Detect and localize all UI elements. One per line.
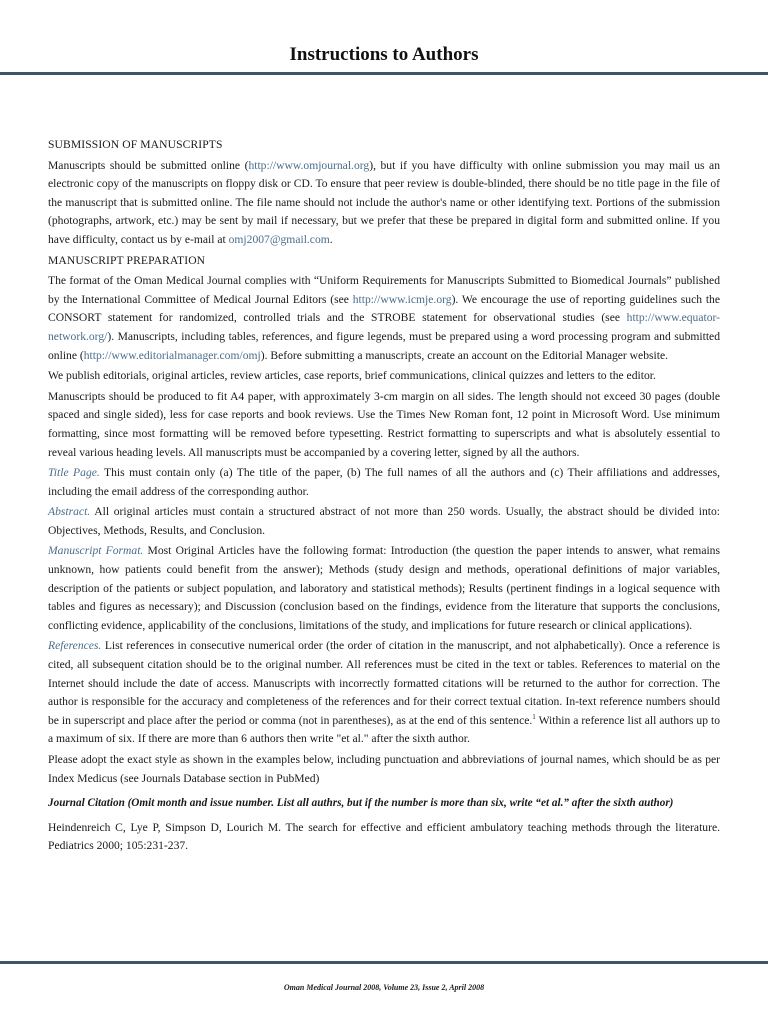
abstract-lead: Abstract. bbox=[48, 505, 91, 519]
icmje-link[interactable]: http://www.icmje.org bbox=[352, 292, 452, 306]
text-segment: Within a reference list all authors up to a maximum of six. If there are more than 6 authors then write "et al." after the sixth author. bbox=[48, 713, 720, 746]
manuscript-format-lead: Manuscript Format. bbox=[48, 544, 144, 558]
citation-example: Heindenreich C, Lye P, Simpson D, Lourich M. The search for effective and efficient ambulatory teaching methods through the literature. Pediatrics 2000; 105:231-237. bbox=[48, 820, 720, 853]
abstract-paragraph bbox=[48, 503, 720, 540]
page-format-paragraph: Manuscripts should be produced to fit A4 paper, with approximately 3-cm margin on all sides. The length should not exceed 30 pages (double spaced and single sided), less for case reports and book reviews. Use the Times New Roman font, 12 point in Microsoft Word. Use minimum formatting, since most formatting will be removed before typesetting. Restrict formatting to superscripts and what is absolutely essential to reveal various heading levels. All manuscripts must be accompanied by a covering letter, signed by all the authors. bbox=[48, 389, 720, 459]
preparation-heading: MANUSCRIPT PREPARATION bbox=[48, 253, 206, 267]
page-title: Instructions to Authors bbox=[289, 44, 479, 65]
text-segment: ), but if you have difficulty with online submission you may mail us an electronic copy of the manuscripts on floppy disk or CD. To ensure that peer review is double-blinded, there should be no title page in the file of the manuscript that is submitted online. The file name should not include the author's name or other identifying text. Portions of the submission (photographs, artwork, etc.) may be sent by mail if necessary, but we prefer that these be prepared in digital form and submitted online. If you have difficulty, contact us by e-mail at bbox=[48, 158, 721, 246]
text-segment: All original articles must contain a structured abstract of not more than 250 words. Usually, the abstract should be divided into: Objectives, Methods, Results, and Conclusion. bbox=[48, 505, 720, 537]
equator-network-link[interactable]: http://www.equator-network.org/ bbox=[48, 311, 720, 343]
references-lead: References. bbox=[48, 639, 102, 653]
superscript-reference: 1 bbox=[532, 712, 536, 721]
text-segment: The format of the Oman Medical Journal complies with “Uniform Requirements for Manuscripts Submitted to Biomedical Journals” published by the International Committee of Medical Journal Editors (see bbox=[48, 274, 720, 306]
text-segment: ). We encourage the use of reporting guidelines such the CONSORT statement for randomized, controlled trials and the STROBE statement for observational studies (see bbox=[48, 292, 720, 325]
page-footer: Oman Medical Journal 2008, Volume 23, Issue 2, April 2008 bbox=[283, 983, 485, 992]
format-compliance-paragraph bbox=[48, 272, 720, 365]
submission-heading: SUBMISSION OF MANUSCRIPTS bbox=[48, 138, 223, 151]
journal-citation-heading: Journal Citation (Omit month and issue number. List all authrs, but if the number is more than six, write “et al.” after the sixth author) bbox=[48, 797, 674, 810]
editorial-manager-link[interactable]: http://www.editorialmanager.com/omj bbox=[83, 348, 261, 362]
manuscript-format-paragraph bbox=[48, 542, 720, 635]
title-page-lead: Title Page. bbox=[48, 466, 100, 480]
header-rule bbox=[0, 72, 768, 75]
text-segment: Manuscripts should be submitted online ( bbox=[48, 158, 249, 172]
title-page-paragraph bbox=[48, 464, 720, 501]
text-segment: Most Original Articles have the following format: Introduction (the question the paper intends to answer, what remains unknown, how patients could benefit from the answer); Methods (study design and methods, operational definitions of major variables, description of the patients or subject population, and laboratory and statistical methods); Results (pertinent findings in a logical sequence with tables and figures as necessary); and Discussion (conclusion based on the findings, evidence from the literature that supports the conclusions, conflicting evidence, applicability of the conclusions, limitations of the study, and implications for future research or clinical applications). bbox=[48, 544, 720, 632]
omjournal-link[interactable]: http://www.omjournal.org bbox=[248, 158, 370, 172]
text-segment: ). Before submitting a manuscripts, create an account on the Editorial Manager website. bbox=[260, 348, 668, 362]
footer-rule bbox=[0, 961, 768, 964]
article-types-paragraph: We publish editorials, original articles, review articles, case reports, brief communications, clinical quizzes and letters to the editor. bbox=[48, 369, 656, 383]
document-body bbox=[48, 136, 720, 858]
references-paragraph bbox=[48, 637, 720, 749]
contact-email-link[interactable]: omj2007@gmail.com bbox=[228, 232, 330, 246]
submission-paragraph bbox=[48, 157, 720, 250]
text-segment: . bbox=[329, 232, 333, 246]
text-segment: List references in consecutive numerical order (the order of citation in the manuscript, and not alphabetically). Once a reference is cited, all subsequent citation should be to the original number. All references must be cited in the text or tables. References to material on the Internet should include the date of access. Manuscripts with incorrectly formatted citations will be returned to the author for correction. The author is responsible for the accuracy and completeness of the references and for their correct textual citation. In-text reference numbers should be in superscript and place after the period or comma (not in parentheses), as at the end of this sentence. bbox=[48, 639, 720, 727]
text-segment: This must contain only (a) The title of the paper, (b) The full names of all the authors and (c) Their affiliations and addresses, including the email address of the corresponding author. bbox=[48, 466, 720, 498]
text-segment: ). Manuscripts, including tables, references, and figure legends, must be prepared using a word processing program and submitted online ( bbox=[48, 329, 720, 362]
style-paragraph: Please adopt the exact style as shown in the examples below, including punctuation and abbreviations of journal names, which should be as per Index Medicus (see Journals Database section in PubMed) bbox=[48, 753, 720, 785]
